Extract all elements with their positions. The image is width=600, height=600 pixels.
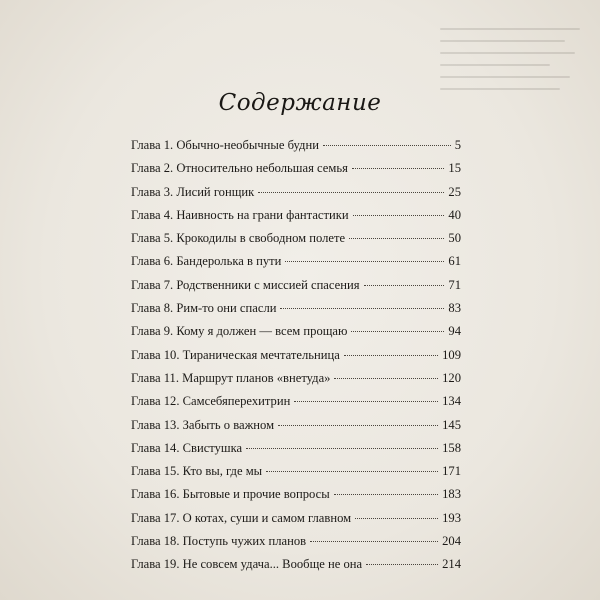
toc-entry [131,138,461,161]
toc-entry [131,464,461,487]
toc-entry [131,534,461,557]
toc-entry-title: Глава 11. Маршрут планов «внетуда» [131,370,331,385]
dot-leader [266,471,438,472]
toc-entry [131,324,461,347]
page-title: Содержание [218,90,382,116]
table-of-contents [131,138,461,581]
toc-entry-page-number: 5 [454,138,461,152]
toc-entry [131,487,461,510]
toc-entry-title: Глава 1. Обычно-необычные будни [131,138,319,152]
toc-entry-title: Глава 7. Родственники с миссией спасения [131,277,360,292]
bleed-through-text [440,28,590,138]
toc-entry-title: Глава 4. Наивность на грани фантастики [131,207,349,222]
toc-entry-title: Глава 16. Бытовые и прочие вопросы [131,487,330,502]
toc-entry [131,441,461,464]
toc-entry-title: Глава 14. Свистушка [131,440,243,455]
toc-entry-page-number: 183 [442,487,461,502]
toc-entry [131,418,461,441]
toc-entry [131,185,461,208]
dot-leader [366,564,438,565]
toc-entry [131,278,461,301]
toc-entry [131,511,461,534]
toc-entry [131,208,461,231]
toc-entry-title: Глава 12. Самсебяперехитрин [131,394,291,409]
toc-entry-page-number: 83 [448,301,461,316]
toc-entry-title: Глава 10. Тираническая мечтательница [131,347,340,362]
toc-entry [131,231,461,254]
toc-entry-title: Глава 9. Кому я должен — всем прощаю [131,324,348,339]
toc-entry-title: Глава 2. Относительно небольшая семья [131,161,348,176]
toc-entry-page-number: 40 [448,207,461,222]
dot-leader [353,215,445,216]
toc-entry-title: Глава 8. Рим-то они спасли [131,301,277,316]
dot-leader [310,541,438,542]
dot-leader [334,378,438,379]
dot-leader [246,448,438,449]
toc-entry-page-number: 15 [448,161,461,176]
toc-entry-page-number: 50 [448,231,461,246]
toc-entry-page-number: 134 [442,394,461,409]
toc-entry-title: Глава 6. Бандеролька в пути [131,254,282,269]
toc-entry-title: Глава 17. О котах, суши и самом главном [131,510,352,525]
toc-entry-page-number: 120 [442,370,461,385]
dot-leader [351,331,444,332]
toc-entry [131,301,461,324]
dot-leader [278,425,438,426]
dot-leader [285,261,444,262]
toc-entry-page-number: 214 [442,557,461,572]
toc-entry [131,394,461,417]
toc-entry-title: Глава 5. Крокодилы в свободном полете [131,231,346,246]
dot-leader [349,238,444,239]
dot-leader [280,308,444,309]
toc-entry-page-number: 145 [442,417,461,432]
toc-entry-title: Глава 15. Кто вы, где мы [131,464,263,479]
dot-leader [334,494,438,495]
toc-entry [131,371,461,394]
toc-entry-page-number: 109 [442,347,461,362]
dot-leader [344,355,438,356]
toc-entry-page-number: 171 [442,464,461,479]
toc-entry-title: Глава 18. Поступь чужих планов [131,534,307,549]
toc-entry-page-number: 25 [448,184,461,199]
toc-entry-page-number: 158 [442,440,461,455]
dot-leader [352,168,445,169]
toc-entry-page-number: 61 [448,254,461,269]
toc-entry [131,161,461,184]
dot-leader [355,518,438,519]
dot-leader [294,401,438,402]
toc-entry-page-number: 94 [448,324,461,339]
toc-entry-page-number: 204 [442,534,461,549]
dot-leader [258,192,444,193]
toc-entry [131,557,461,580]
toc-entry-title: Глава 13. Забыть о важном [131,417,275,432]
toc-entry-page-number: 193 [442,510,461,525]
toc-entry-title: Глава 19. Не совсем удача... Вообще не она [131,557,363,572]
toc-entry-title: Глава 3. Лисий гонщик [131,184,255,199]
toc-entry [131,348,461,371]
toc-entry [131,254,461,277]
toc-entry-page-number: 71 [448,277,461,292]
dot-leader [364,285,445,286]
dot-leader [323,145,451,146]
